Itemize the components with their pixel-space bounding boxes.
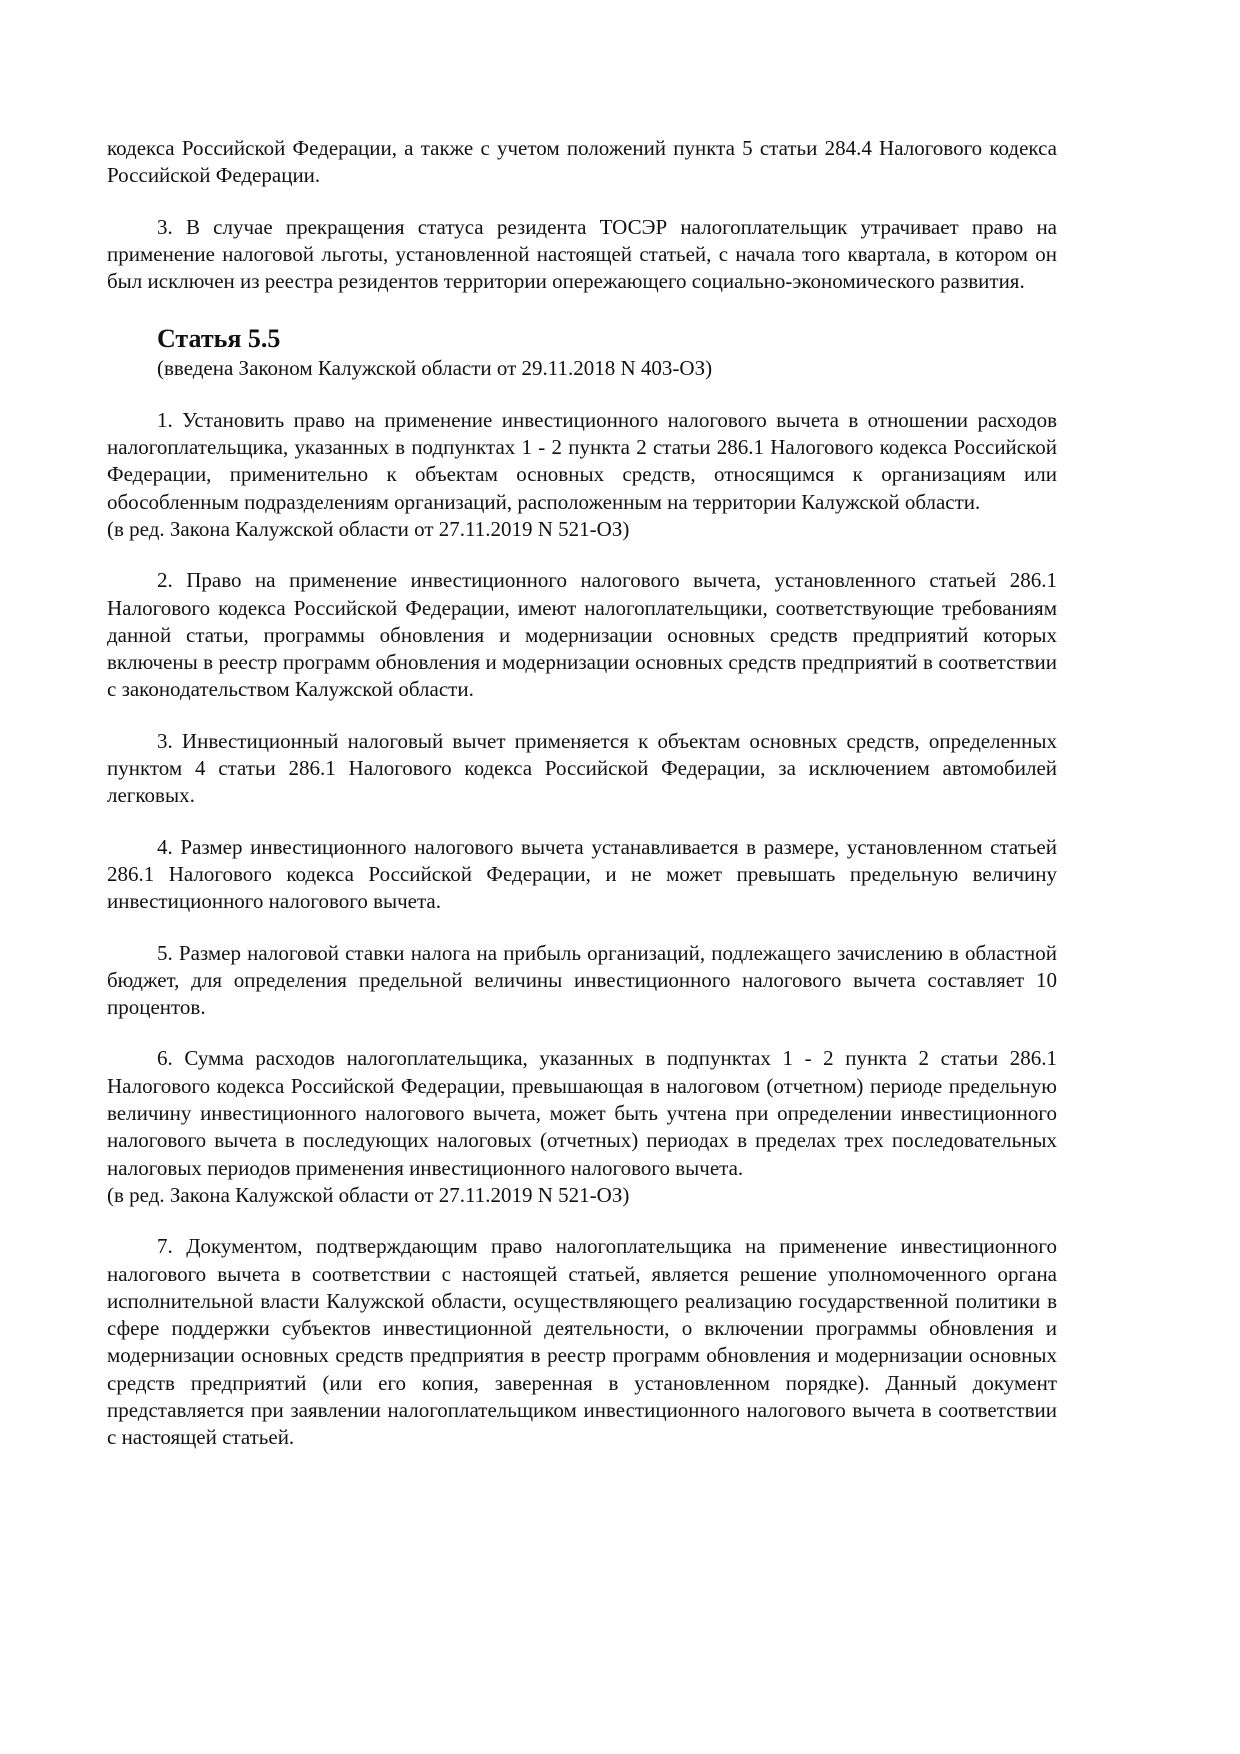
article-item-text: 6. Сумма расходов налогоплательщика, указанных в подпунктах 1 - 2 пункта 2 статьи 286.1 Налогового кодекса Российской Федерации, превышающая в налоговом (отчетном) периоде предельную величину инвестиционного налогового вычета, может быть учтена при определении инвестиционного налогового вычета в последующих налоговых (отчетных) периодах в пределах трех последовательных налоговых периодов применения инвестиционного налогового вычета. <box>107 1046 1057 1180</box>
article-item-2: 2. Право на применение инвестиционного налогового вычета, установленного статьей 286.1 Налогового кодекса Российской Федерации, имеют налогоплательщики, соответствующие требованиям данной статьи, программы обновления и модернизации основных средств предприятий которых включены в реестр программ обновления и модернизации основных средств предприятий в соответствии с законодательством Калужской области. <box>107 568 1057 702</box>
article-item-4: 4. Размер инвестиционного налогового вычета устанавливается в размере, установленном статьей 286.1 Налогового кодекса Российской Федерации, и не может превышать предельную величину инвестиционного налогового вычета. <box>107 834 1057 914</box>
article-5-5 <box>107 323 1057 1451</box>
article-item-1 <box>107 407 1057 543</box>
article-title: Статья 5.5 <box>157 324 281 354</box>
previous-article-item-3: 3. В случае прекращения статуса резидента ТОСЭР налогоплательщик утрачивает право на применение налоговой льготы, установленной настоящей статьей, с начала того квартала, в котором он был исключен из реестра резидентов территории опережающего социально-экономического развития. <box>107 214 1057 294</box>
continuation-paragraph: кодекса Российской Федерации, а также с учетом положений пункта 5 статьи 284.4 Налогового кодекса Российской Федерации. <box>107 136 1057 188</box>
article-item-5: 5. Размер налоговой ставки налога на прибыль организаций, подлежащего зачислению в областной бюджет, для определения предельной величины инвестиционного налогового вычета составляет 10 процентов. <box>107 940 1057 1020</box>
article-item-3: 3. Инвестиционный налоговый вычет применяется к объектам основных средств, определенных пунктом 4 статьи 286.1 Налогового кодекса Российской Федерации, за исключением автомобилей легковых. <box>107 728 1057 808</box>
article-item-7: 7. Документом, подтверждающим право налогоплательщика на применение инвестиционного налогового вычета в соответствии с настоящей статьей, является решение уполномоченного органа исполнительной власти Калужской области, осуществляющего реализацию государственной политики в сфере поддержки субъектов инвестиционной деятельности, о включении программы обновления и модернизации основных средств предприятия в реестр программ обновления и модернизации основных средств предприятий (или его копия, заверенная в установленном порядке). Данный документ представляется при заявлении налогоплательщиком инвестиционного налогового вычета в соответствии с настоящей статьей. <box>107 1234 1057 1450</box>
article-item-text: 1. Установить право на применение инвестиционного налогового вычета в отношении расходов налогоплательщика, указанных в подпунктах 1 - 2 пункта 2 статьи 286.1 Налогового кодекса Российской Федерации, применительно к объектам основных средств, относящимся к организациям или обособленным подразделениям организаций, расположенным на территории Калужской области. <box>107 407 1057 514</box>
article-item-6 <box>107 1045 1057 1209</box>
document-page <box>107 135 1057 1452</box>
article-intro-note: (введена Законом Калужской области от 29.11.2018 N 403-ОЗ) <box>157 356 713 381</box>
amendment-note: (в ред. Закона Калужской области от 27.11.2019 N 521-ОЗ) <box>107 516 630 541</box>
amendment-note: (в ред. Закона Калужской области от 27.11.2019 N 521-ОЗ) <box>107 1182 630 1207</box>
